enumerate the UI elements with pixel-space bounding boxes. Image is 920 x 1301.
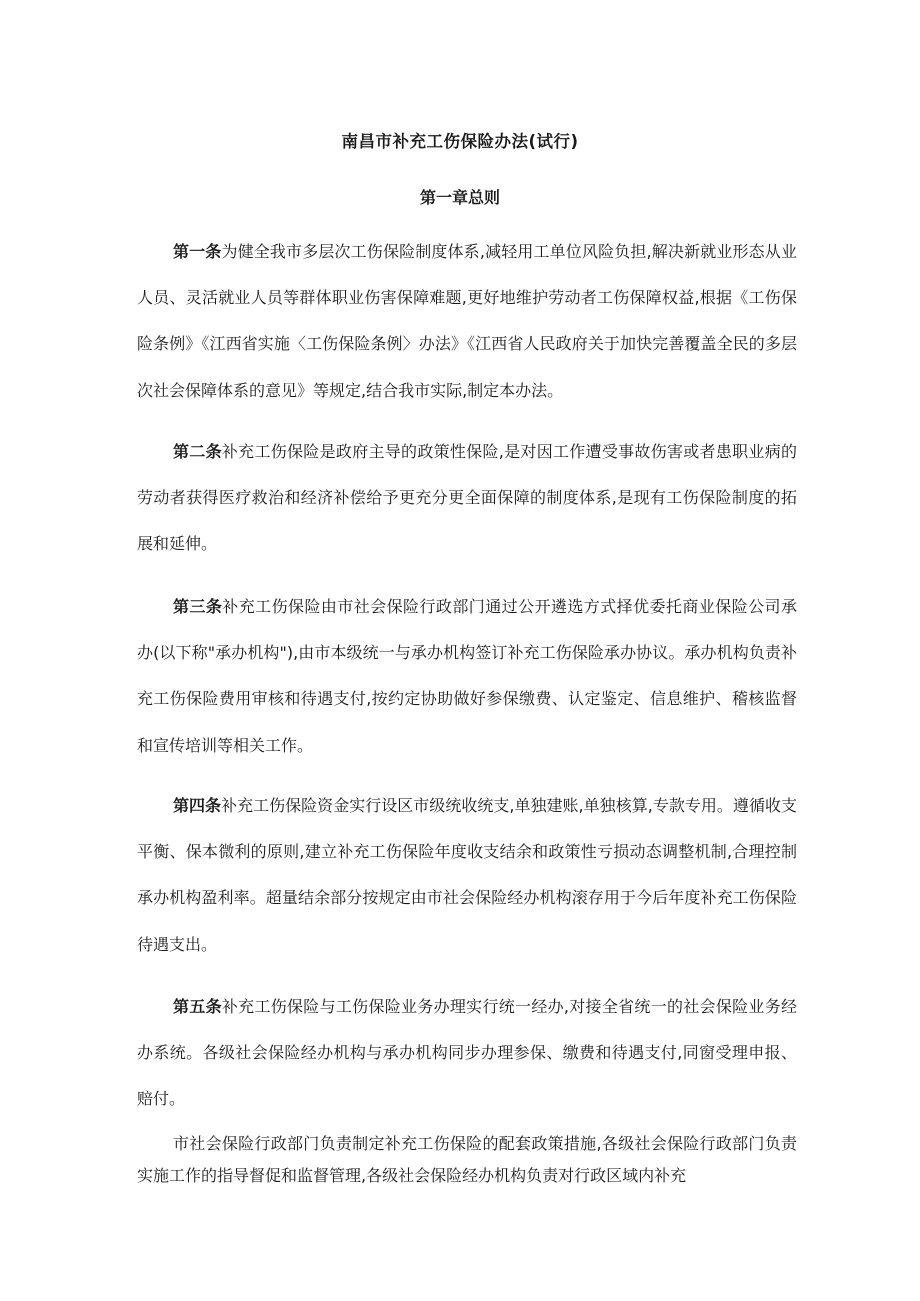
article-3-text: 补充工伤保险由市社会保险行政部门通过公开遴选方式择优委托商业保险公司承办(以下称"承办机构"),由市本级统一与承办机构签订补充工伤保险承办协议。承办机构负责补充工伤保险费用审核和待遇支付,按约定协助做好参保缴费、认定鉴定、信息维护、稽核监督和宣传培训等相关工作。 bbox=[137, 597, 797, 755]
article-4-text: 补充工伤保险资金实行设区市级统收统支,单独建账,单独核算,专款专用。遵循收支平衡、保本微利的原则,建立补充工伤保险年度收支结余和政策性亏损动态调整机制,合理控制承办机构盈利率。超量结余部分按规定由市社会保险经办机构滚存用于今后年度补充工伤保险待遇支出。 bbox=[137, 796, 797, 954]
article-2-text: 补充工伤保险是政府主导的政策性保险,是对因工作遭受事故伤害或者患职业病的劳动者获得医疗救治和经济补偿给予更充分更全面保障的制度体系,是现有工伤保险制度的拓展和延伸。 bbox=[137, 442, 797, 554]
article-4-label: 第四条 bbox=[173, 796, 222, 815]
article-4-paragraph bbox=[137, 783, 797, 968]
article-5-paragraph bbox=[137, 984, 797, 1123]
continuation-paragraph: 市社会保险行政部门负责制定补充工伤保险的配套政策措施,各级社会保险行政部门负责实施工作的指导督促和监督管理,各级社会保险经办机构负责对行政区域内补充 bbox=[137, 1134, 797, 1185]
article-5-label: 第五条 bbox=[173, 997, 222, 1016]
article-2-paragraph bbox=[137, 429, 797, 568]
article-1-paragraph bbox=[137, 229, 797, 414]
article-2-label: 第二条 bbox=[173, 442, 222, 461]
document-title: 南昌市补充工伤保险办法(试行) bbox=[341, 132, 579, 151]
article-1-label: 第一条 bbox=[173, 242, 222, 261]
article-3-paragraph bbox=[137, 584, 797, 769]
article-1-text: 为健全我市多层次工伤保险制度体系,减轻用工单位风险负担,解决新就业形态从业人员、灵活就业人员等群体职业伤害保障难题,更好地维护劳动者工伤保障权益,根据《工伤保险条例》《江西省实施〈工伤保险条例〉办法》《江西省人民政府关于加快完善覆盖全民的多层次社会保障体系的意见》等规定,结合我市实际,制定本办法。 bbox=[137, 242, 797, 400]
article-3-label: 第三条 bbox=[173, 597, 223, 616]
article-5-text: 补充工伤保险与工伤保险业务办理实行统一经办,对接全省统一的社会保险业务经办系统。各级社会保险经办机构与承办机构同步办理参保、缴费和待遇支付,同窗受理申报、赔付。 bbox=[137, 997, 797, 1109]
chapter-heading: 第一章总则 bbox=[419, 188, 500, 207]
